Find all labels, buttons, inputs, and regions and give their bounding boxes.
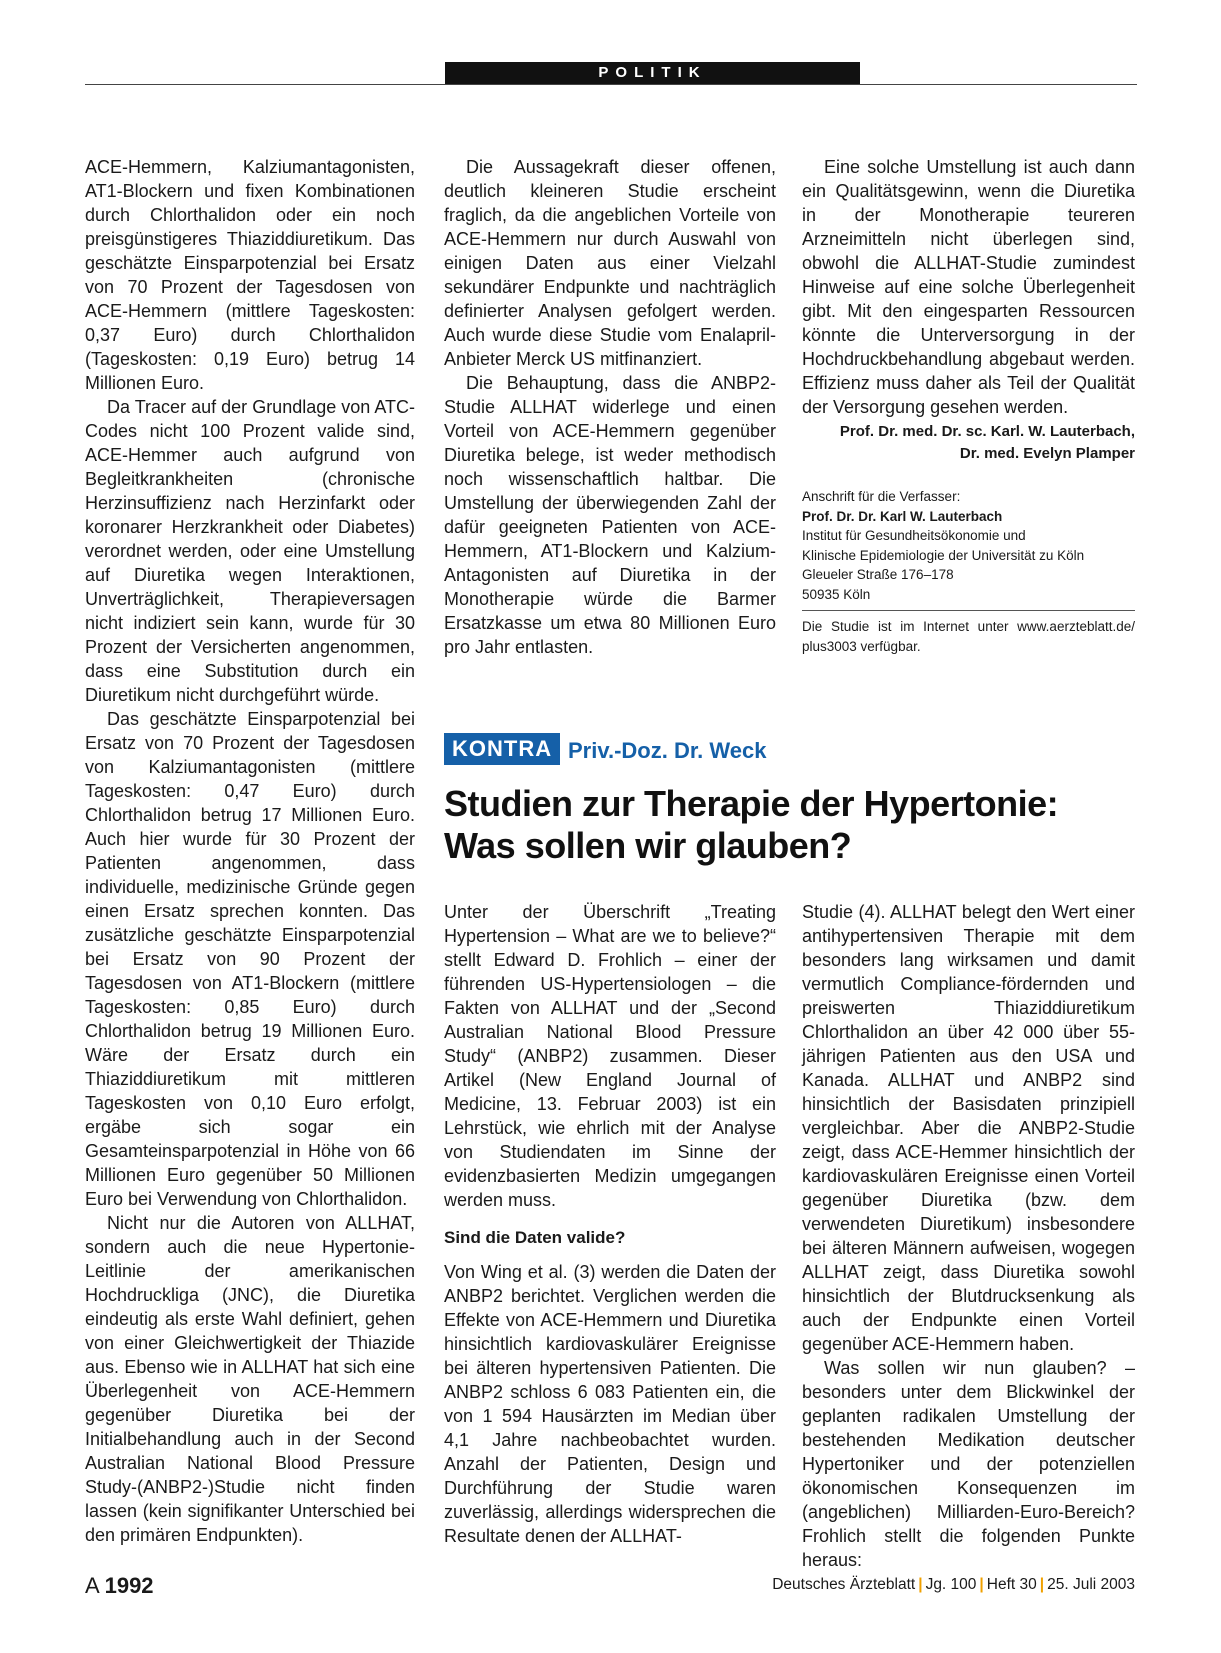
page-number — [85, 1573, 154, 1599]
author-address — [802, 487, 1135, 656]
footer-separator: | — [918, 1576, 923, 1593]
page-header — [85, 62, 1137, 86]
kontra-author: Priv.-Doz. Dr. Weck — [568, 738, 767, 763]
col1-paragraph-1: ACE-Hemmern, Kalziumantagonisten, AT1-Blockern und fixen Kombinationen durch Chlorthalidon oder ein noch preisgünstigeres Thiaziddiuretikum. Das geschätzte Einsparpotenzial bei Ersatz von 70 Prozent der Tagesdosen von ACE-Hemmern (mittlere Tageskosten: 0,37 Euro) durch Chlorthalidon (Tageskosten: 0,19 Euro) betrug 14 Millionen Euro. — [85, 157, 415, 393]
kontra-paragraph-3: Studie (4). ALLHAT belegt den Wert einer antihypertensiven Therapie mit dem besonders lang wirksamen und damit vermutlich Compliance-fördernden und preiswerten Thiaziddiuretikum Chlorthalidon an über 42 000 über 55-jährigen Patienten aus den USA und Kanada. ALLHAT und ANBP2 sind hinsichtlich der Basisdaten prinzipiell vergleichbar. Aber die ANBP2-Studie zeigt, dass ACE-Hemmer hinsichtlich der kardiovaskulären Ereignisse einen Vorteil gegenüber Diuretika (bzw. dem verwendeten Diuretikum) insbesondere bei älteren Männern aufweisen, wogegen ALLHAT zeigt, dass Diuretika sowohl hinsichtlich der Blutdrucksenkung als auch der Endpunkte einen Vorteil gegenüber ACE-Hemmern haben. — [802, 902, 1135, 1354]
column-3 — [802, 155, 1135, 465]
kontra-paragraph-2: Von Wing et al. (3) werden die Daten der ANBP2 berichtet. Verglichen werden die Effekte von ACE-Hemmern und Diuretika hinsichtlich kardiovaskulärer Ereignisse bei älteren hypertensiven Patienten. Die ANBP2 schloss 6 083 Patienten ein, die von 1 594 Hausärzten im Median über 4,1 Jahre nachbeobachtet wurden. Anzahl der Patienten, Design und Durchführung der Studie waren zuverlässig, allerdings widersprechen die Resultate denen der ALLHAT- — [444, 1262, 776, 1546]
headline-line-1: Studien zur Therapie der Hypertonie: — [444, 783, 1059, 824]
journal-volume: Jg. 100 — [925, 1576, 977, 1593]
footer-separator: | — [1039, 1576, 1045, 1593]
page-prefix: A — [85, 1573, 99, 1598]
kontra-column-1 — [444, 900, 776, 1548]
col2-paragraph-1: Die Aussagekraft dieser offenen, deutlich kleineren Studie erscheint fraglich, da die angeblichen Vorteile von ACE-Hemmern nur durch Auswahl von einigen Daten aus einer Vielzahl sekundärer Endpunkte und nachträglich definierter Analysen gefolgert werden. Auch wurde diese Studie vom Enalapril-Anbieter Merck US mitfinanziert. — [444, 157, 776, 369]
kontra-column-2 — [802, 900, 1135, 1572]
kontra-intro: Unter der Überschrift „Treating Hypertension – What are we to believe?“ stellt Edward D. Frohlich – einer der führenden US-Hypertensiologen – die Fakten von ALLHAT und der „Second Australian National Blood Pressure Study“ (ANBP2) zusammen. Dieser Artikel (New England Journal of Medicine, 13. Februar 2003) ist ein Lehrstück, wie ehrlich mit der Analyse von Studiendaten im Sinne der evidenzbasierten Medizin umgegangen werden muss. — [444, 902, 776, 1210]
journal-date: 25. Juli 2003 — [1047, 1576, 1135, 1593]
col1-paragraph-4: Nicht nur die Autoren von ALLHAT, sondern auch die neue Hypertonie-Leitlinie der amerikanischen Hochdruckliga (JNC), die Diuretika eindeutig als erste Wahl definiert, gehen von einer Gleichwertigkeit der Thiazide aus. Ebenso wie in ALLHAT hat sich eine Überlegenheit von ACE-Hemmern gegenüber Diuretika bei der Initialbehandlung auch in der Second Australian National Blood Pressure Study-(ANBP2-)Studie nicht finden lassen (kein signifikanter Unterschied bei den primären Endpunkten). — [85, 1213, 415, 1545]
footer-separator: | — [979, 1576, 984, 1593]
address-rule — [802, 610, 1135, 611]
col1-paragraph-3: Das geschätzte Einsparpotenzial bei Ersatz von 70 Prozent der Tagesdosen von Kalziumantagonisten (mittlere Tageskosten: 0,47 Euro) durch Chlorthalidon betrug 17 Millionen Euro. Auch hier wurde für 30 Prozent der Patienten angenommen, dass individuelle, medizinische Gründe gegen einen Ersatz sprechen konnten. Das zusätzliche geschätzte Einsparpotenzial bei Ersatz von 90 Prozent der Tagesdosen von AT1-Blockern (mittlere Tageskosten: 0,85 Euro) durch Chlorthalidon betrug 19 Millionen Euro. Wäre der Ersatz durch ein Thiaziddiuretikum mit mittleren Tageskosten von 0,10 Euro erfolgt, ergäbe sich sogar ein Gesamteinsparpotenzial in Höhe von 66 Millionen Euro gegenüber 50 Millionen Euro bei Verwendung von Chlorthalidon. — [85, 709, 415, 1209]
kontra-subheading: Sind die Daten valide? — [444, 1228, 626, 1247]
col3-paragraph-1: Eine solche Umstellung ist auch dann ein Qualitätsgewinn, wenn die Diuretika in der Monotherapie teureren Arzneimitteln nicht überlegen sind, obwohl die ALLHAT-Studie zumindest Hinweise auf eine solche Überlegenheit gibt. Mit den eingesparten Ressourcen könnte die Unterversorgung in der Hochdruckbehandlung abgebaut werden. Effizienz muss daher als Teil der Qualität der Versorgung gesehen werden. — [802, 157, 1135, 417]
address-line-4: 50935 Köln — [802, 586, 871, 602]
page-number-value: 1992 — [104, 1573, 154, 1598]
section-label: POLITIK — [445, 62, 860, 84]
address-name: Prof. Dr. Dr. Karl W. Lauterbach — [802, 508, 1003, 524]
signature-line-2: Dr. med. Evelyn Plamper — [959, 445, 1135, 462]
headline-line-2: Was sollen wir glauben? — [444, 825, 852, 866]
kontra-badge: KONTRA — [444, 733, 560, 765]
column-2 — [444, 155, 776, 659]
author-signature — [802, 421, 1135, 465]
address-line-3: Gleueler Straße 176–178 — [802, 567, 954, 582]
address-line-2: Klinische Epidemiologie der Universität zu Köln — [802, 547, 1085, 563]
journal-issue: Heft 30 — [986, 1576, 1037, 1593]
col2-paragraph-2: Die Behauptung, dass die ANBP2-Studie ALLHAT widerlege und einen Vorteil von ACE-Hemmern gegenüber Diuretika belege, ist weder methodisch noch wissenschaftlich haltbar. Die Umstellung der überwiegenden Zahl der dafür geeigneten Patienten von ACE-Hemmern, AT1-Blockern und Kalzium-Antagonisten auf Diuretika in der Monotherapie würde die Barmer Ersatzkasse um etwa 80 Millionen Euro pro Jahr entlasten. — [444, 373, 776, 657]
kontra-header — [444, 733, 1144, 769]
header-rule — [85, 84, 1137, 85]
signature-line-1: Prof. Dr. med. Dr. sc. Karl. W. Lauterbach, — [839, 423, 1135, 440]
column-1 — [85, 155, 415, 1547]
journal-name: Deutsches Ärzteblatt — [772, 1576, 916, 1593]
internet-note: Die Studie ist im Internet unter www.aerzteblatt.de/ plus3003 verfügbar. — [802, 619, 1135, 654]
address-intro: Anschrift für die Verfasser: — [802, 489, 961, 504]
kontra-paragraph-4: Was sollen wir nun glauben? – besonders unter dem Blickwinkel der geplanten radikalen Umstellung der bestehenden Medikation deutscher Hypertoniker und der potenziellen ökonomischen Konsequenzen im (angeblichen) Milliarden-Euro-Bereich? Frohlich stellt die folgenden Punkte heraus: — [802, 1358, 1135, 1570]
journal-footer — [772, 1576, 1135, 1594]
address-line-1: Institut für Gesundheitsökonomie und — [802, 528, 1026, 543]
col1-paragraph-2: Da Tracer auf der Grundlage von ATC-Codes nicht 100 Prozent valide sind, ACE-Hemmer auch aufgrund von Begleitkrankheiten (chronische Herzinsuffizienz nach Herzinfarkt oder koronarer Herzkrankheit oder Diabetes) verordnet werden, oder eine Umstellung auf Diuretika wegen Interaktionen, Unverträglichkeit, Therapieversagen nicht indiziert sein kann, wurde für 30 Prozent der Versicherten angenommen, dass eine Substitution durch ein Diuretikum nicht durchgeführt würde. — [85, 397, 415, 705]
article-headline — [444, 783, 1144, 867]
